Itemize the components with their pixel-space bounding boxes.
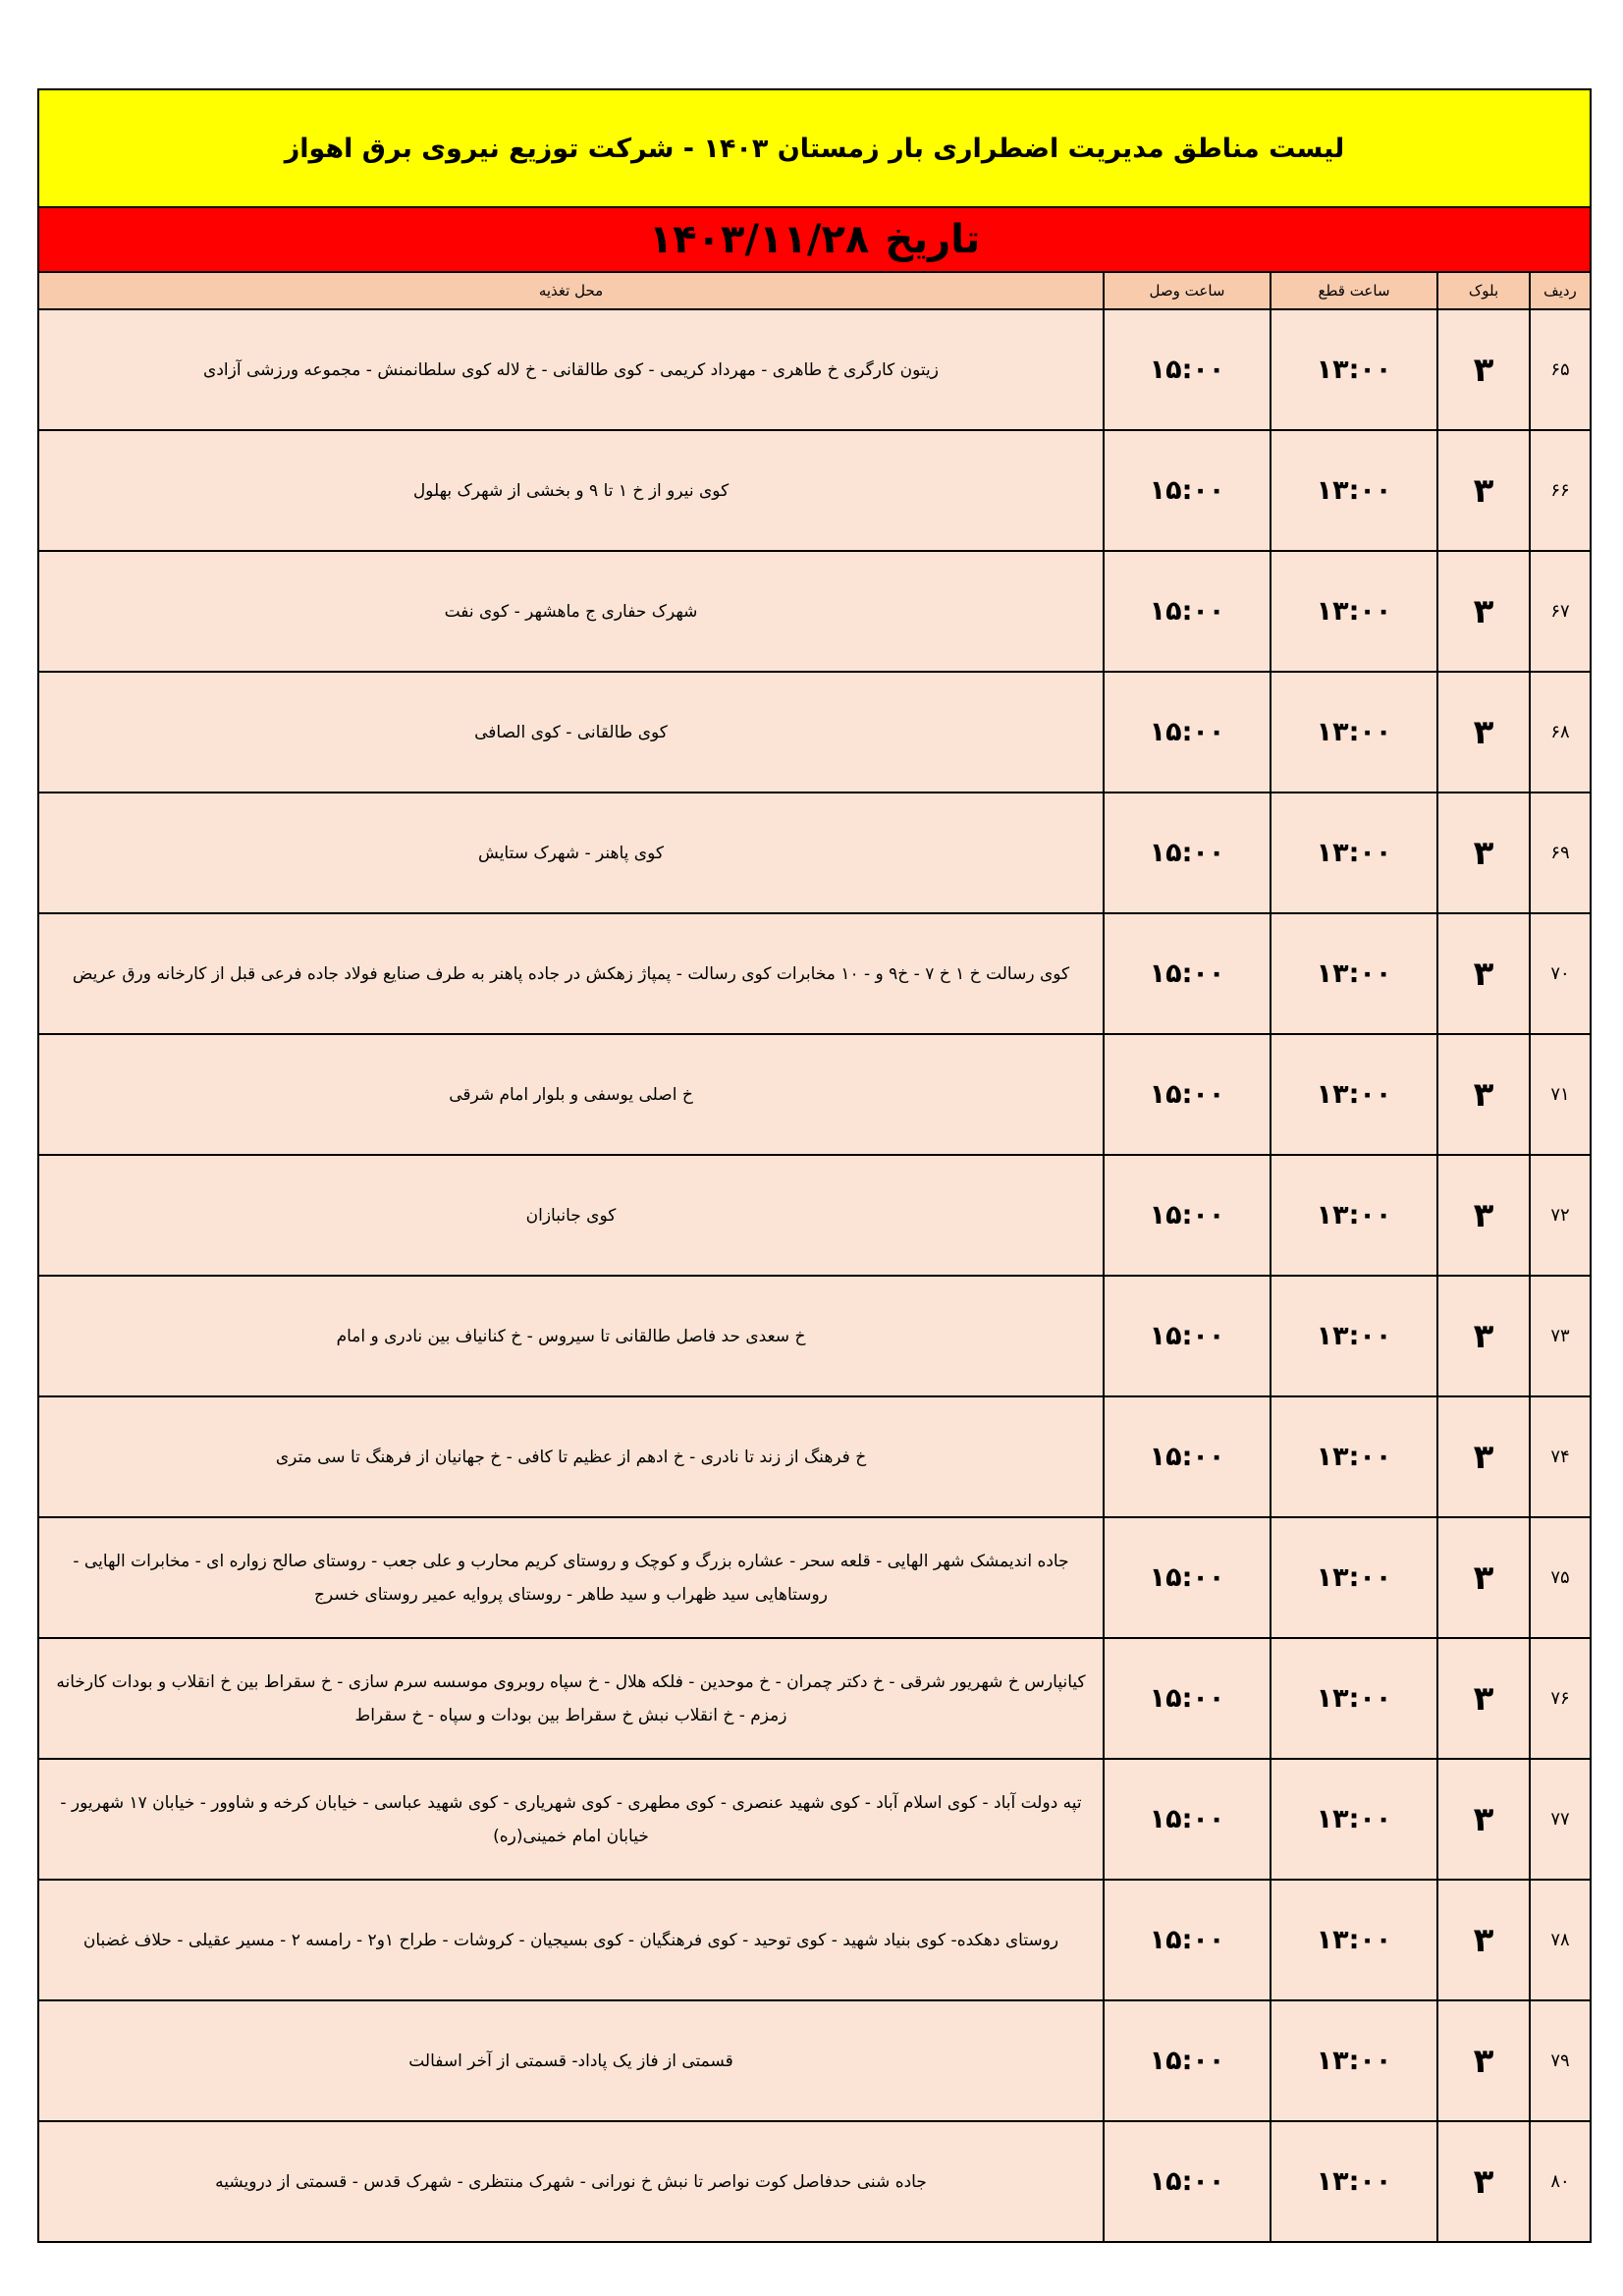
connect-time-cell: ۱۵:۰۰ <box>1104 1638 1271 1759</box>
cut-time-cell: ۱۳:۰۰ <box>1271 793 1437 913</box>
connect-time-cell: ۱۵:۰۰ <box>1104 309 1271 430</box>
table-row <box>39 672 1590 793</box>
block-cell: ۳ <box>1437 672 1530 793</box>
row-number-cell: ۷۹ <box>1530 2000 1590 2121</box>
area-cell: جاده اندیمشک شهر الهایی - قلعه سحر - عشاره بزرگ و کوچک و روستای کریم محارب و علی جعب - روستای صالح زواره ای - مخابرات الهایی - روستاهایی سید ظهراب و سید طاهر - روستای پروایه عمیر روستای خسرج <box>39 1517 1104 1638</box>
row-number-cell: ۶۹ <box>1530 793 1590 913</box>
area-cell: تپه دولت آباد - کوی اسلام آباد - کوی شهید عنصری - کوی مطهری - کوی شهریاری - کوی شهید عباسی - خیابان کرخه و شاوور - خیابان ۱۷ شهریور - خیابان امام خمینی(ره) <box>39 1759 1104 1880</box>
block-cell: ۳ <box>1437 1638 1530 1759</box>
outage-schedule-sheet <box>37 88 1592 2243</box>
cut-time-cell: ۱۳:۰۰ <box>1271 1517 1437 1638</box>
cut-time-cell: ۱۳:۰۰ <box>1271 1880 1437 2000</box>
table-row <box>39 2000 1590 2121</box>
block-cell: ۳ <box>1437 430 1530 551</box>
area-cell: زیتون کارگری خ طاهری - مهرداد کریمی - کوی طالقانی - خ لاله کوی سلطانمنش - مجموعه ورزشی آزادی <box>39 309 1104 430</box>
cut-time-cell: ۱۳:۰۰ <box>1271 1155 1437 1276</box>
block-cell: ۳ <box>1437 1276 1530 1396</box>
connect-time-cell: ۱۵:۰۰ <box>1104 2000 1271 2121</box>
date-value: ۱۴۰۳/۱۱/۲۸ <box>648 217 870 262</box>
table-row <box>39 1638 1590 1759</box>
table-row <box>39 551 1590 672</box>
cut-time-cell: ۱۳:۰۰ <box>1271 551 1437 672</box>
connect-time-cell: ۱۵:۰۰ <box>1104 2121 1271 2241</box>
column-header-cut-time: ساعت قطع <box>1271 273 1437 309</box>
schedule-table <box>39 273 1590 2241</box>
area-cell: جاده شنی حدفاصل کوت نواصر تا نبش خ نورانی - شهرک منتظری - شهرک قدس - قسمتی از درویشیه <box>39 2121 1104 2241</box>
table-row <box>39 1276 1590 1396</box>
row-number-cell: ۷۰ <box>1530 913 1590 1034</box>
table-header-row <box>39 273 1590 309</box>
row-number-cell: ۷۴ <box>1530 1396 1590 1517</box>
column-header-area: محل تغذیه <box>39 273 1104 309</box>
block-cell: ۳ <box>1437 1155 1530 1276</box>
connect-time-cell: ۱۵:۰۰ <box>1104 913 1271 1034</box>
area-cell: کوی جانبازان <box>39 1155 1104 1276</box>
connect-time-cell: ۱۵:۰۰ <box>1104 1396 1271 1517</box>
connect-time-cell: ۱۵:۰۰ <box>1104 1155 1271 1276</box>
column-header-block: بلوک <box>1437 273 1530 309</box>
cut-time-cell: ۱۳:۰۰ <box>1271 1759 1437 1880</box>
table-row <box>39 1155 1590 1276</box>
connect-time-cell: ۱۵:۰۰ <box>1104 1034 1271 1155</box>
cut-time-cell: ۱۳:۰۰ <box>1271 913 1437 1034</box>
table-row <box>39 793 1590 913</box>
row-number-cell: ۷۷ <box>1530 1759 1590 1880</box>
block-cell: ۳ <box>1437 1880 1530 2000</box>
table-row <box>39 1517 1590 1638</box>
row-number-cell: ۷۵ <box>1530 1517 1590 1638</box>
connect-time-cell: ۱۵:۰۰ <box>1104 1759 1271 1880</box>
document-title: لیست مناطق مدیریت اضطراری بار زمستان ۱۴۰۳ - شرکت توزیع نیروی برق اهواز <box>39 90 1590 208</box>
cut-time-cell: ۱۳:۰۰ <box>1271 1396 1437 1517</box>
block-cell: ۳ <box>1437 793 1530 913</box>
area-cell: کوی رسالت خ ۱ خ ۷ - خ۹ و - ۱۰ مخابرات کوی رسالت - پمپاژ زهکش در جاده پاهنر به طرف صنایع فولاد جاده فرعی قبل از کارخانه ورق عریض <box>39 913 1104 1034</box>
area-cell: کوی طالقانی - کوی الصافی <box>39 672 1104 793</box>
date-label: تاریخ <box>885 217 981 262</box>
table-row <box>39 2121 1590 2241</box>
connect-time-cell: ۱۵:۰۰ <box>1104 551 1271 672</box>
connect-time-cell: ۱۵:۰۰ <box>1104 672 1271 793</box>
column-header-connect-time: ساعت وصل <box>1104 273 1271 309</box>
row-number-cell: ۷۳ <box>1530 1276 1590 1396</box>
cut-time-cell: ۱۳:۰۰ <box>1271 430 1437 551</box>
cut-time-cell: ۱۳:۰۰ <box>1271 2121 1437 2241</box>
row-number-cell: ۷۲ <box>1530 1155 1590 1276</box>
table-row <box>39 1034 1590 1155</box>
row-number-cell: ۶۶ <box>1530 430 1590 551</box>
cut-time-cell: ۱۳:۰۰ <box>1271 1034 1437 1155</box>
table-row <box>39 913 1590 1034</box>
row-number-cell: ۶۷ <box>1530 551 1590 672</box>
block-cell: ۳ <box>1437 2000 1530 2121</box>
cut-time-cell: ۱۳:۰۰ <box>1271 309 1437 430</box>
connect-time-cell: ۱۵:۰۰ <box>1104 1276 1271 1396</box>
connect-time-cell: ۱۵:۰۰ <box>1104 1517 1271 1638</box>
area-cell: روستای دهکده- کوی بنیاد شهید - کوی توحید - کوی فرهنگیان - کوی بسیجیان - کروشات - طراح ۱و۲ - رامسه ۲ - مسیر عقیلی - حلاف غضبان <box>39 1880 1104 2000</box>
block-cell: ۳ <box>1437 913 1530 1034</box>
table-row <box>39 1396 1590 1517</box>
connect-time-cell: ۱۵:۰۰ <box>1104 1880 1271 2000</box>
block-cell: ۳ <box>1437 551 1530 672</box>
area-cell: کوی نیرو از خ ۱ تا ۹ و بخشی از شهرک بهلول <box>39 430 1104 551</box>
block-cell: ۳ <box>1437 309 1530 430</box>
date-banner <box>39 208 1590 273</box>
table-row <box>39 1759 1590 1880</box>
row-number-cell: ۷۶ <box>1530 1638 1590 1759</box>
table-row <box>39 430 1590 551</box>
row-number-cell: ۷۱ <box>1530 1034 1590 1155</box>
area-cell: خ فرهنگ از زند تا نادری - خ ادهم از عظیم تا کافی - خ جهانیان از فرهنگ تا سی متری <box>39 1396 1104 1517</box>
row-number-cell: ۶۸ <box>1530 672 1590 793</box>
cut-time-cell: ۱۳:۰۰ <box>1271 2000 1437 2121</box>
area-cell: کیانپارس خ شهریور شرقی - خ دکتر چمران - خ موحدین - فلکه هلال - خ سپاه روبروی موسسه سرم سازی - خ سقراط بین خ انقلاب و بودات کارخانه زمزم - خ انقلاب نبش خ سقراط بین بودات و سپاه - خ سقراط <box>39 1638 1104 1759</box>
table-row <box>39 1880 1590 2000</box>
cut-time-cell: ۱۳:۰۰ <box>1271 1638 1437 1759</box>
column-header-row-number: ردیف <box>1530 273 1590 309</box>
block-cell: ۳ <box>1437 1517 1530 1638</box>
area-cell: خ اصلی یوسفی و بلوار امام شرقی <box>39 1034 1104 1155</box>
connect-time-cell: ۱۵:۰۰ <box>1104 793 1271 913</box>
cut-time-cell: ۱۳:۰۰ <box>1271 1276 1437 1396</box>
table-row <box>39 309 1590 430</box>
block-cell: ۳ <box>1437 1396 1530 1517</box>
block-cell: ۳ <box>1437 2121 1530 2241</box>
row-number-cell: ۸۰ <box>1530 2121 1590 2241</box>
area-cell: خ سعدی حد فاصل طالقانی تا سیروس - خ کنانیاف بین نادری و امام <box>39 1276 1104 1396</box>
row-number-cell: ۷۸ <box>1530 1880 1590 2000</box>
block-cell: ۳ <box>1437 1034 1530 1155</box>
area-cell: شهرک حفاری ج ماهشهر - کوی نفت <box>39 551 1104 672</box>
area-cell: قسمتی از فاز یک پاداد- قسمتی از آخر اسفالت <box>39 2000 1104 2121</box>
connect-time-cell: ۱۵:۰۰ <box>1104 430 1271 551</box>
block-cell: ۳ <box>1437 1759 1530 1880</box>
row-number-cell: ۶۵ <box>1530 309 1590 430</box>
cut-time-cell: ۱۳:۰۰ <box>1271 672 1437 793</box>
area-cell: کوی پاهنر - شهرک ستایش <box>39 793 1104 913</box>
